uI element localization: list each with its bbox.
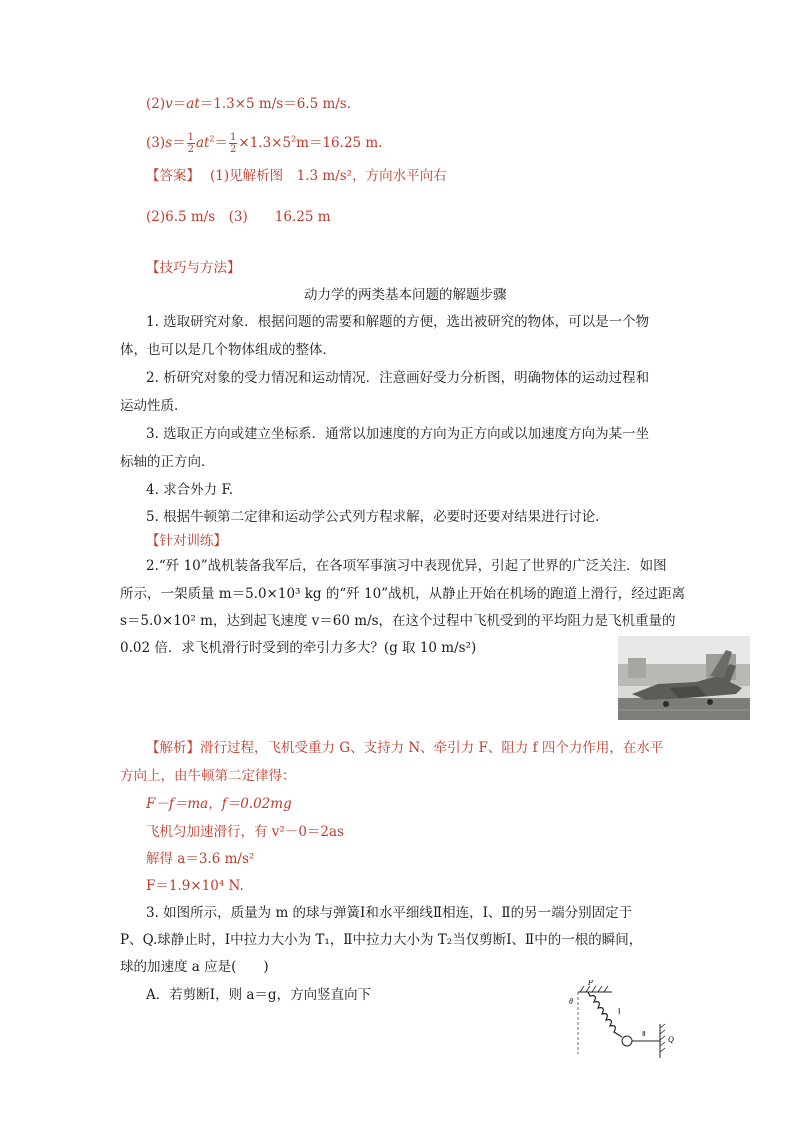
analysis-label: 【解析】 <box>146 740 200 756</box>
equation-tail: m＝16.25 m. <box>296 135 383 151</box>
frac-den: 2 <box>187 144 194 155</box>
skills-p3a: 3. 选取正方向或建立坐标系．通常以加速度的方向为正方向或以加速度方向为某一坐 <box>146 426 650 442</box>
answer-line-2: (2)6.5 m/s (3) 16.25 m <box>146 209 331 225</box>
part-number: (3) <box>146 135 166 151</box>
question-3-line-1: 3. 如图所示，质量为 m 的球与弹簧Ⅰ和水平细线Ⅱ相连，Ⅰ、Ⅱ的另一端分别固定于 <box>146 905 633 921</box>
option-a[interactable]: A．若剪断Ⅰ，则 a＝g，方向竖直向下 <box>146 987 372 1003</box>
solution-line-3 <box>146 130 383 156</box>
label-II: Ⅱ <box>642 1030 646 1038</box>
training-label: 【针对训练】 <box>146 533 227 549</box>
analysis-line-1 <box>146 738 663 758</box>
equals: ＝ <box>172 96 187 112</box>
fighter-jet-photo <box>618 636 750 720</box>
question-3-line-3: 球的加速度 a 应是( ) <box>120 959 269 975</box>
answer-label: 【答案】 <box>146 168 200 184</box>
spring-ball-diagram <box>568 980 686 1058</box>
exponent: 2 <box>209 134 215 144</box>
var-s: s <box>165 135 173 151</box>
answer-line <box>146 166 447 186</box>
skills-p3b: 标轴的正方向． <box>120 454 215 470</box>
skills-label: 【技巧与方法】 <box>146 260 241 276</box>
question-2-line-2: 所示，一架质量 m＝5.0×10³ kg 的“歼 10”战机，从静止开始在机场的跑道上滑行，经过距离 <box>120 586 686 602</box>
var-v: v <box>165 96 173 112</box>
skills-p2b: 运动性质． <box>120 398 188 414</box>
analysis-text-1: 滑行过程，飞机受重力 G、支持力 N、牵引力 F、阻力 f 四个力作用，在水平 <box>200 740 664 756</box>
equation-rest: ＝1.3×5 m/s＝6.5 m/s. <box>199 96 352 112</box>
label-P: P <box>588 980 593 987</box>
question-2-line-3: s＝5.0×10² m，达到起飞速度 v＝60 m/s，在这个过程中飞机受到的平均阻力是飞机重量的 <box>120 613 676 629</box>
question-3-line-2: P、Q.球静止时，Ⅰ中拉力大小为 T₁，Ⅱ中拉力大小为 T₂当仅剪断Ⅰ、Ⅱ中的一根的瞬间， <box>120 932 643 948</box>
analysis-eq-4: F＝1.9×10⁴ N. <box>146 878 244 894</box>
skills-p1b: 体，也可以是几个物体组成的整体． <box>120 342 336 358</box>
equation-rest: ×1.3×5 <box>238 135 292 151</box>
exponent: 2 <box>291 134 297 144</box>
analysis-line-2: 方向上，由牛顿第二定律得： <box>120 768 296 784</box>
var-at: at <box>186 96 200 112</box>
question-2-line-4: 0.02 倍．求飞机滑行时受到的牵引力多大？(g 取 10 m/s²) <box>120 640 477 656</box>
skills-p2a: 2. 析研究对象的受力情况和运动情况．注意画好受力分析图，明确物体的运动过程和 <box>146 370 650 386</box>
analysis-eq-3: 解得 a＝3.6 m/s² <box>146 851 255 867</box>
label-Q: Q <box>668 1035 674 1044</box>
question-2-line-1: 2.“歼 10”战机装备我军后，在各项军事演习中表现优异，引起了世界的广泛关注．如图 <box>146 558 667 574</box>
skills-p4: 4. 求合外力 F. <box>146 482 234 498</box>
answer-text: (1)见解析图 1.3 m/s²，方向水平向右 <box>210 168 447 184</box>
skills-p1a: 1. 选取研究对象．根据问题的需要和解题的方便，选出被研究的物体，可以是一个物 <box>146 314 650 330</box>
frac-num: 1 <box>230 132 237 143</box>
skills-title: 动力学的两类基本问题的解题步骤 <box>304 287 507 303</box>
frac-num: 1 <box>187 132 194 143</box>
fraction-half <box>187 132 195 155</box>
equals: ＝ <box>214 135 229 151</box>
analysis-eq-1: F－f＝ma，f＝0.02mg <box>146 796 292 812</box>
frac-den: 2 <box>230 144 237 155</box>
analysis-eq-2: 飞机匀加速滑行，有 v²－0＝2as <box>146 824 344 840</box>
label-I: Ⅰ <box>618 1007 621 1016</box>
fraction-half-2 <box>229 132 237 155</box>
label-theta: θ <box>569 997 573 1006</box>
var-at: at <box>195 135 210 151</box>
solution-line-2 <box>146 94 351 114</box>
part-number: (2) <box>146 96 166 112</box>
skills-p5: 5. 根据牛顿第二定律和运动学公式列方程求解，必要时还要对结果进行讨论． <box>146 509 609 525</box>
equals: ＝ <box>172 135 186 151</box>
